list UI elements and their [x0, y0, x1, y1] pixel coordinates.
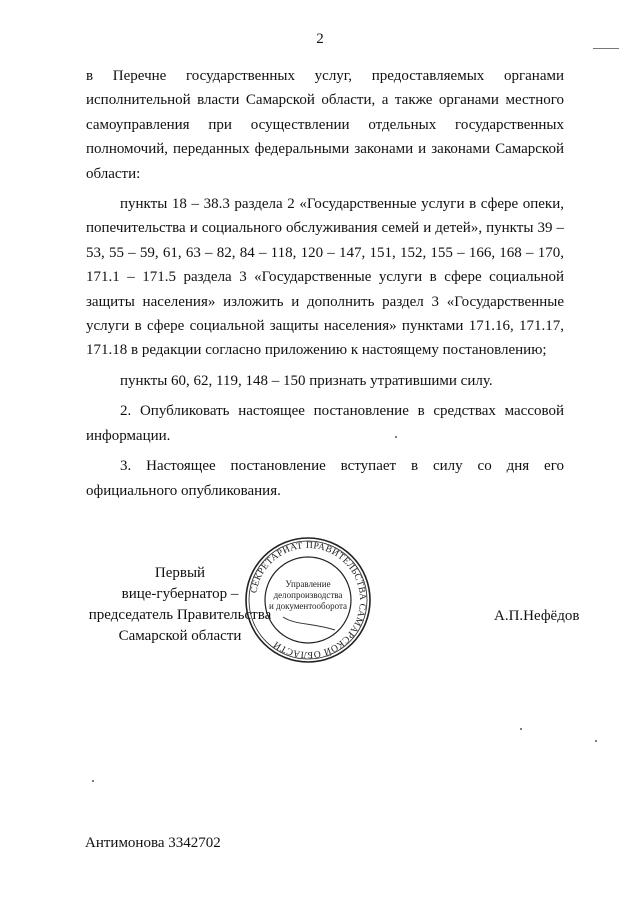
- paragraph-publish: 2. Опубликовать настоящее постановление в средствах массовой информации.: [86, 403, 564, 444]
- page-number: 2: [316, 31, 324, 47]
- official-stamp: [243, 535, 373, 665]
- stamp-ring-text: СЕКРЕТАРИАТ ПРАВИТЕЛЬСТВА САМАРСКОЙ ОБЛАСТИ: [249, 540, 368, 660]
- stamp-center-line: делопроизводства: [273, 590, 343, 600]
- paragraph-repealed: пункты 60, 62, 119, 148 – 150 признать утратившими силу.: [120, 372, 493, 389]
- position-line: Первый: [154, 565, 206, 581]
- position-line: вице-губернатор –: [121, 586, 239, 602]
- scan-mark: [593, 48, 619, 50]
- scan-speck: [92, 780, 94, 782]
- executor-contact: Антимонова 3342702: [85, 835, 221, 851]
- scan-speck: [595, 740, 597, 742]
- paragraph-points: пункты 18 – 38.3 раздела 2 «Государственные услуги в сфере опеки, попечительства и социального обслуживания семей и детей», пункты 39 – 53, 55 – 59, 61, 63 – 82, 84 – 118, 120 – 147, 151, 152, 155 – 166, 168 – 170, 171.1 – 171.5 раздела 3 «Государственные услуги в сфере социальной защиты населения» изложить и дополнить раздел 3 «Государственные услуги в сфере социальной защиты населения» пунктами 171.16, 171.17, 171.18 в редакции согласно приложению к настоящему постановлению;: [86, 196, 564, 359]
- paragraph-intro: в Перечне государственных услуг, предоставляемых органами исполнительной власти Самарской области, а также органами местного самоуправления при осуществлении отдельных государственных полномочий, переданных федеральными законами и законами Самарской области:: [86, 68, 564, 182]
- signatory-name: А.П.Нефёдов: [494, 608, 580, 624]
- scan-speck: [395, 436, 397, 438]
- paragraph-effective: 3. Настоящее постановление вступает в силу со дня его официального опубликования.: [86, 458, 564, 499]
- signature-scribble: [283, 617, 335, 630]
- document-body: [86, 64, 564, 503]
- position-line: Самарской области: [118, 628, 242, 644]
- stamp-center-line: и документооборота: [268, 601, 348, 611]
- scan-speck: [520, 728, 522, 730]
- stamp-center-line: Управление: [285, 579, 331, 589]
- position-line: председатель Правительства: [88, 607, 272, 623]
